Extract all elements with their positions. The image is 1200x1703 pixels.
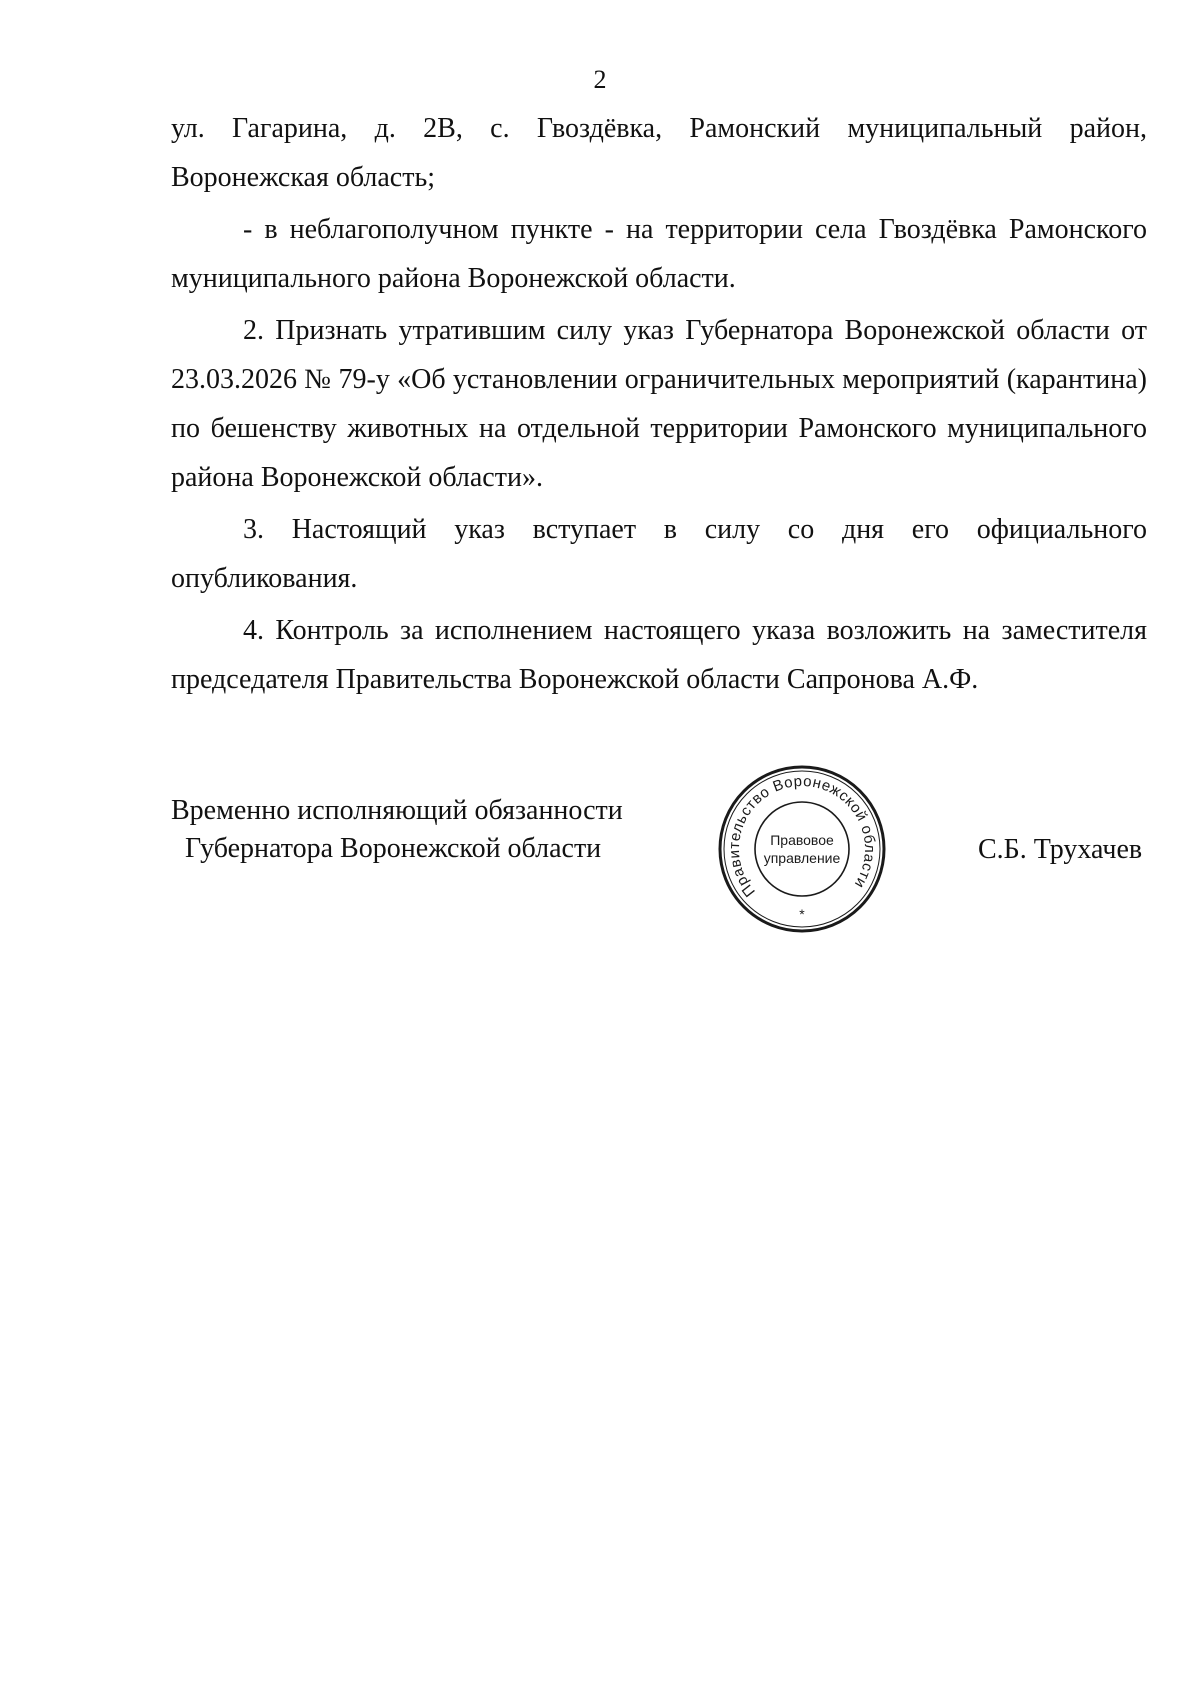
- signature-position-line2: Губернатора Воронежской области: [185, 833, 602, 864]
- signature-position: [171, 792, 623, 868]
- stamp-star-mark: *: [799, 906, 805, 922]
- paragraph-item-2: 2. Признать утратившим силу указ Губернатора Воронежской области от 23.03.2026 № 79-у «Об установлении ограничительных мероприятий (карантина) по бешенству животных на отдельной территории Рамонского муниципального района Воронежской области».: [171, 315, 1147, 493]
- stamp-center-line1: Правовое: [770, 832, 834, 848]
- signatory-name: С.Б. Трухачев: [978, 834, 1143, 865]
- page-number: 2: [593, 65, 607, 94]
- official-stamp: [716, 763, 888, 935]
- paragraph-unfavorable-point: - в неблагополучном пункте - на территории села Гвоздёвка Рамонского муниципального района Воронежской области.: [171, 214, 1147, 294]
- paragraph-item-3: 3. Настоящий указ вступает в силу со дня его официального опубликования.: [171, 514, 1147, 594]
- stamp-seal-icon: [716, 763, 888, 935]
- stamp-outer-text: Правительство Воронежской области: [725, 772, 879, 900]
- stamp-center-line2: управление: [763, 850, 841, 866]
- paragraph-item-4: 4. Контроль за исполнением настоящего указа возложить на заместителя председателя Правительства Воронежской области Сапронова А.Ф.: [171, 615, 1147, 695]
- signature-position-line1: Временно исполняющий обязанности: [171, 795, 623, 826]
- paragraph-continuation: ул. Гагарина, д. 2В, с. Гвоздёвка, Рамонский муниципальный район, Воронежская область;: [171, 113, 1147, 193]
- document-body: [171, 104, 1147, 704]
